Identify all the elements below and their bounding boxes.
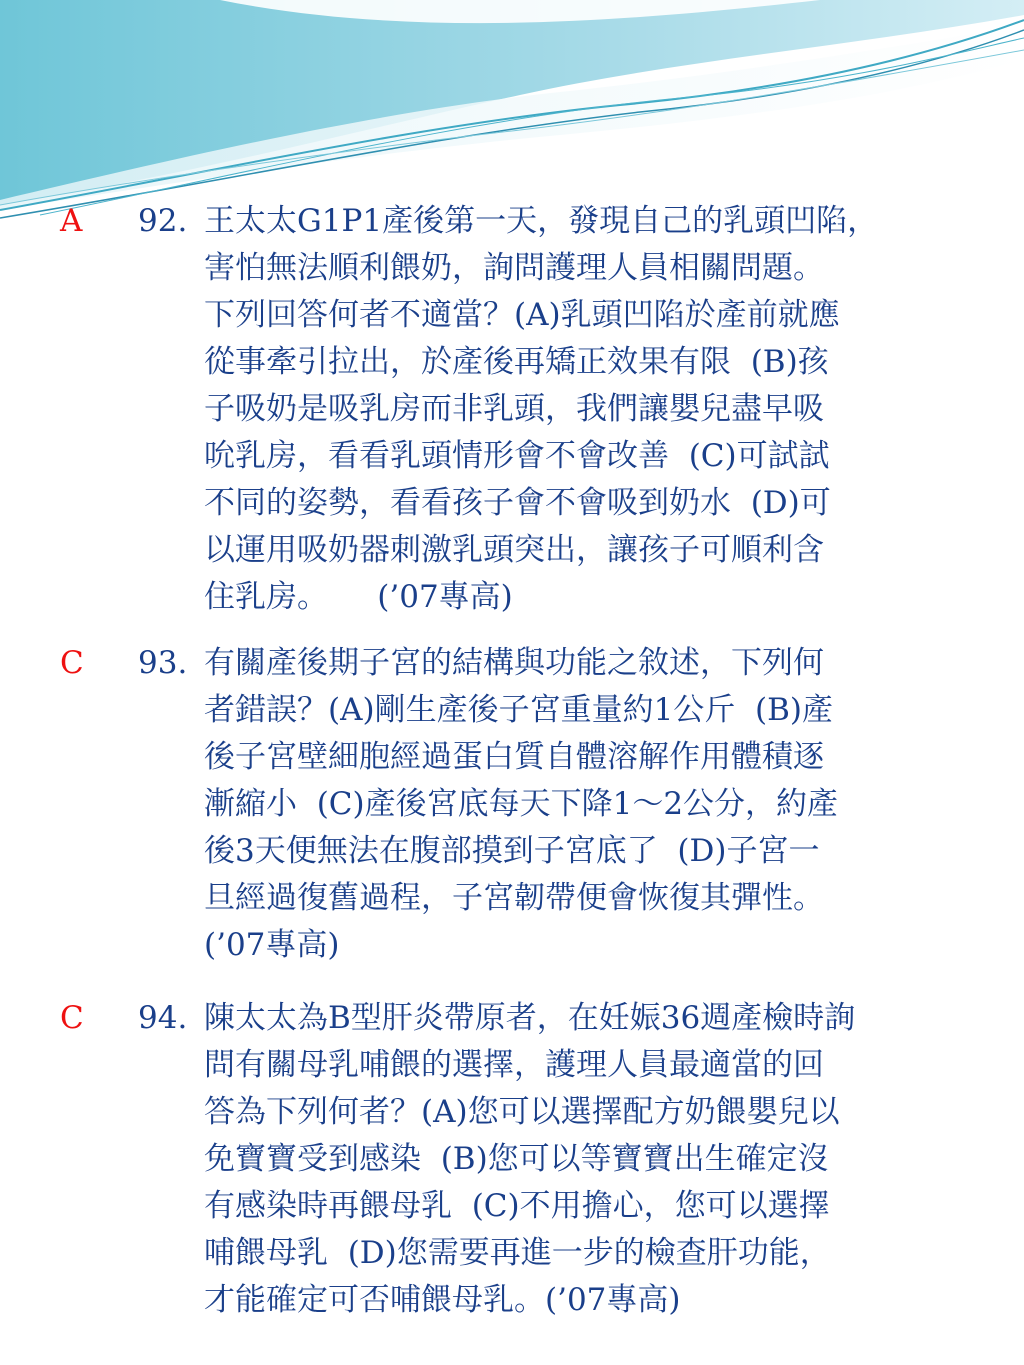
- answer-label: C: [60, 645, 84, 681]
- question-number: 92.: [138, 203, 188, 239]
- question-text: 王太太G1P1產後第一天，發現自己的乳頭凹陷， 害怕無法順利餵奶，詢問護理人員相關問題。 下列回答何者不適當？(A)乳頭凹陷於產前就應 從事牽引拉出，於產後再矯正效果有限 (B)孩 子吸奶是吸乳房而非乳頭，我們讓嬰兒盡早吸 吮乳房，看看乳頭情形會不會改善 (C)可試試 不同的姿勢，看看孩子會不會吸到奶水 (D)可 以運用吸奶器刺激乳頭突出，讓孩子可順利含 住乳房。 (’07專高): [204, 203, 879, 615]
- answer-label: A: [60, 203, 83, 239]
- question-number: 94.: [138, 1000, 188, 1036]
- question-text: 陳太太為B型肝炎帶原者，在妊娠36週產檢時詢 問有關母乳哺餵的選擇，護理人員最適當的回 答為下列何者？(A)您可以選擇配方奶餵嬰兒以 免寶寶受到感染 (B)您可以等寶寶出生確定沒 有感染時再餵母乳 (C)不用擔心，您可以選擇 哺餵母乳 (D)您需要再進一步的檢查肝功能， 才能確定可否哺餵母乳。(’07專高): [204, 1000, 856, 1318]
- question-text: 有關產後期子宮的結構與功能之敘述，下列何 者錯誤？(A)剛生產後子宮重量約1公斤 (B)產 後子宮壁細胞經過蛋白質自體溶解作用體積逐 漸縮小 (C)產後宮底每天下降1～2公分，約產 後3天便無法在腹部摸到子宮底了 (D)子宮一 旦經過復舊過程，子宮韌帶便會恢復其彈性。 (’07專高): [204, 645, 839, 963]
- answer-label: C: [60, 1000, 84, 1036]
- question-number: 93.: [138, 645, 188, 681]
